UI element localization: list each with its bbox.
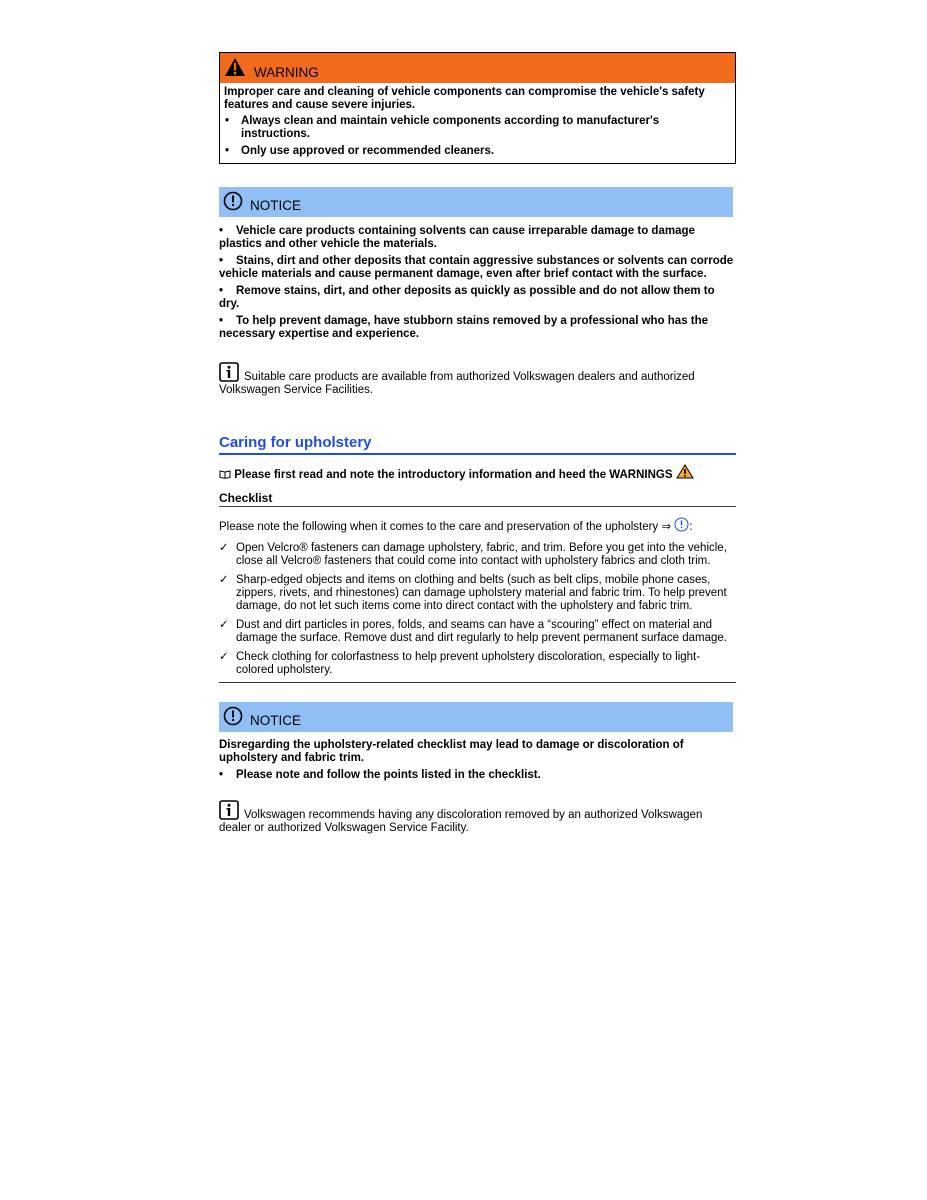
notice-label: NOTICE (250, 198, 302, 213)
notice-label: NOTICE (250, 713, 302, 728)
exclamation-circle-small-icon (674, 517, 689, 532)
info-i-icon (219, 800, 239, 820)
notice-header (219, 187, 733, 217)
warning-triangle-small-icon (676, 464, 694, 479)
checklist-title: Checklist (219, 491, 736, 507)
notice-bullet: • To help prevent damage, have stubborn stains removed by a professional who has the necessary expertise and experience. (219, 315, 709, 340)
read-note: Please first read and note the introductory information and heed the WARNINGS (219, 464, 736, 482)
checklist-item: ✓ Dust and dirt particles in pores, folds, and seams can have a “scouring” effect on material and damage the surface. Remove dust and dirt regularly to help prevent permanent surface damage. (219, 619, 727, 644)
notice-bullet: • Stains, dirt and other deposits that contain aggressive substances or solvents can corrode vehicle materials and cause permanent damage, even after brief contact with the surface. (219, 255, 734, 280)
warning-header (220, 53, 735, 83)
info-note (219, 800, 736, 835)
info-text: Suitable care products are available from authorized Volkswagen dealers and authorized Volkswagen Service Facilities. (219, 371, 695, 396)
notice-exclamation-icon (223, 706, 243, 726)
checklist-intro: Please note the following when it comes to the care and preservation of the upholstery ⇒ : (219, 517, 736, 534)
page-content (219, 52, 736, 835)
notice-bullet: • Remove stains, dirt, and other deposits as quickly as possible and do not allow them to dry. (219, 285, 715, 310)
info-i-icon (219, 362, 239, 382)
notice-bullet: • Please note and follow the points listed in the checklist. (219, 769, 541, 781)
warning-box (219, 52, 736, 164)
checklist (219, 542, 736, 677)
warning-intro: Improper care and cleaning of vehicle components can compromise the vehicle's safety features and cause severe injuries. (224, 86, 705, 111)
warning-bullet: • Only use approved or recommended cleaners. (225, 145, 495, 157)
checklist-item: ✓ Sharp-edged objects and items on clothing and belts (such as belt clips, mobile phone cases, zippers, rivets, and rhinestones) can damage upholstery material and fabric trim. To help prevent damage, do not let such items come into direct contact with the upholstery and fabric trim. (219, 574, 727, 612)
notice-bullet: • Vehicle care products containing solvents can cause irreparable damage to damage plastics and other vehicle the materials. (219, 225, 695, 250)
book-icon (219, 469, 231, 479)
section-heading: Caring for upholstery (219, 434, 736, 455)
notice-exclamation-icon (223, 191, 243, 211)
notice-intro: Disregarding the upholstery-related checklist may lead to damage or discoloration of upholstery and fabric trim. (219, 739, 684, 764)
checklist-item: ✓ Check clothing for colorfastness to help prevent upholstery discoloration, especially to light-colored upholstery. (219, 651, 701, 676)
checklist-item: ✓ Open Velcro® fasteners can damage upholstery, fabric, and trim. Before you get into the vehicle, close all Velcro® fasteners that could come into contact with upholstery fabrics and cloth trim. (219, 542, 727, 567)
info-note (219, 362, 736, 397)
warning-label: WARNING (254, 65, 319, 80)
notice-header (219, 702, 733, 732)
info-text: Volkswagen recommends having any discoloration removed by an authorized Volkswagen dealer or authorized Volkswagen Service Facility. (219, 809, 703, 834)
warning-triangle-icon (224, 57, 246, 77)
warning-bullet: • Always clean and maintain vehicle components according to manufacturer's instructions. (225, 115, 660, 140)
